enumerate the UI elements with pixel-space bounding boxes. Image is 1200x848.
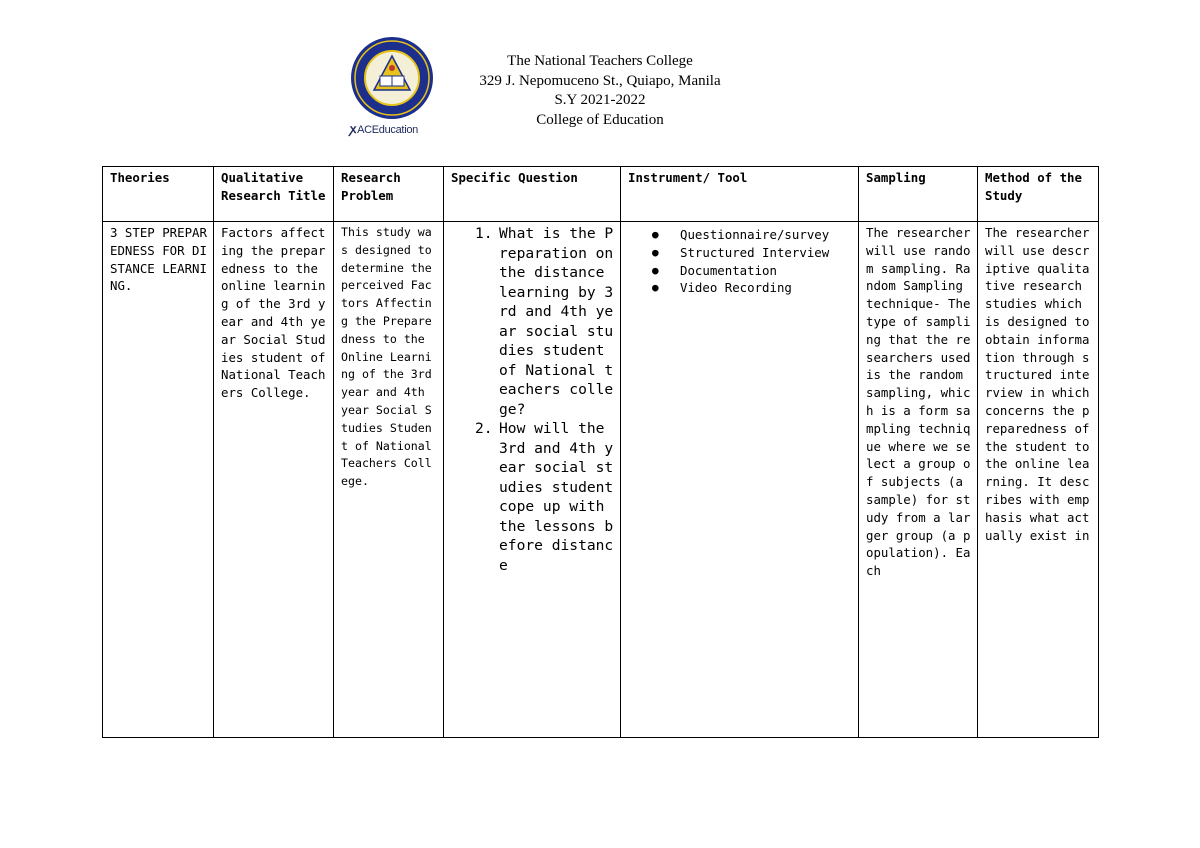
- method-cell: The researcher will use descriptive qualitative research studies which is designed to obtain information through structured interview in which concerns the preparedness of the student to the online learning. It describes with emphasis what actually exist in: [978, 222, 1099, 738]
- list-item: [628, 262, 852, 280]
- header-qualitative-research-title: Qualitative Research Title: [214, 167, 334, 222]
- header-method-of-the-study: Method of the Study: [978, 167, 1099, 222]
- aceducation-brand: ACEducation: [357, 124, 418, 136]
- question-item: [451, 224, 614, 419]
- college-department: College of Education: [536, 111, 664, 128]
- question-number: 2.: [475, 420, 493, 437]
- theories-cell: 3 STEP PREPAREDNESS FOR DISTANCE LEARNING.: [103, 222, 214, 738]
- header-theories: Theories: [103, 167, 214, 222]
- title-cell: Factors affecting the preparedness to the online learning of the 3rd year and 4th year Social Studies student of National Teachers College.: [214, 222, 334, 738]
- sampling-cell: The researcher will use random sampling. Random Sampling technique- The type of sampling that the researchers used is the random sampling, which is a form sampling technique where we select a group of subjects (a sample) for study from a larger group (a population). Each: [859, 222, 978, 738]
- problem-cell: This study was designed to determine the perceived Factors Affecting the Preparedness to the Online Learning of the 3rd year and 4th year Social Studies Student of National Teachers College.: [334, 222, 444, 738]
- question-text: How will the 3rd and 4th year social studies student cope up with the lessons before distance: [499, 420, 614, 574]
- tool-text: Documentation: [680, 262, 777, 278]
- question-text: What is the Preparation on the distance learning by 3rd and 4th year social studies student of National teachers college?: [499, 225, 614, 418]
- college-name: The National Teachers College: [507, 53, 693, 69]
- bullet-icon: ●: [652, 228, 659, 241]
- tools-cell: [621, 222, 859, 738]
- research-matrix-table: [102, 166, 1099, 738]
- tool-text: Questionnaire/survey: [680, 227, 830, 242]
- question-number: 1.: [475, 225, 493, 242]
- questions-cell: [444, 222, 621, 738]
- header-instrument-tool: Instrument/ Tool: [621, 167, 859, 222]
- header-specific-question: Specific Question: [444, 167, 621, 222]
- tool-text: Structured Interview: [680, 244, 830, 260]
- list-item: [628, 279, 852, 297]
- college-address: 329 J. Nepomuceno St., Quiapo, Manila: [479, 72, 721, 89]
- college-header-text: [300, 52, 900, 130]
- header-sampling: Sampling: [859, 167, 978, 222]
- bullet-icon: ●: [652, 245, 659, 259]
- list-item: [628, 226, 852, 244]
- bullet-icon: ●: [652, 263, 659, 277]
- table-header-row: [103, 167, 1099, 222]
- tool-text: Video Recording: [680, 280, 792, 296]
- instrument-tool-list: [628, 226, 852, 297]
- table-row: [103, 222, 1099, 738]
- aceducation-mark-icon: ꭗ: [350, 122, 357, 136]
- school-year: S.Y 2021-2022: [554, 92, 646, 108]
- header-research-problem: Research Problem: [334, 167, 444, 222]
- question-item: [451, 419, 614, 575]
- specific-question-list: [451, 224, 614, 575]
- list-item: [628, 244, 852, 262]
- bullet-icon: ●: [652, 281, 659, 295]
